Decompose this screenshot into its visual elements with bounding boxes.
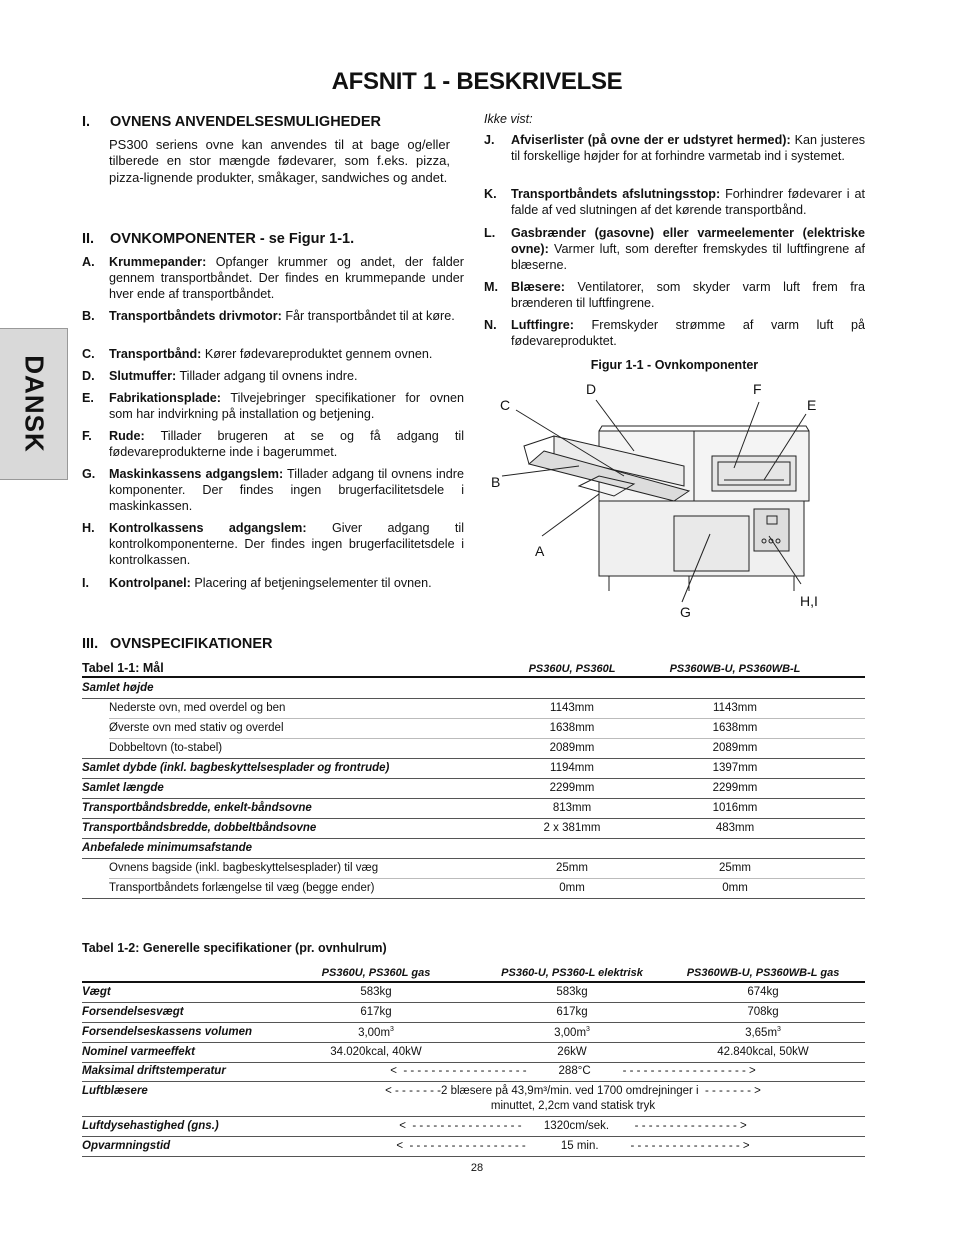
component-text: Giver adgang til kontrolkomponenterne. Der findes ingen brugerfacilitetsdele i kontrolkassen. xyxy=(109,521,464,567)
component-letter: N. xyxy=(484,318,497,332)
component-term: Fabrikationsplade: xyxy=(109,391,221,405)
row-value: 1016mm xyxy=(712,802,758,814)
component-term: Transportbåndets afslutningsstop: xyxy=(511,187,721,201)
table-2-col-header: PS360WB-U, PS360WB-L gas xyxy=(686,967,840,979)
section-1-number: I. xyxy=(82,114,91,130)
figure-label-c: C xyxy=(500,397,511,413)
row-label: Forsendelseskassens volumen xyxy=(82,1026,253,1038)
row-value: 483mm xyxy=(715,822,755,834)
row-value: 2 x 381mm xyxy=(543,822,601,834)
row-label: Nominel varmeeffekt xyxy=(82,1046,195,1058)
row-label: Transportbåndsbredde, enkelt-båndsovne xyxy=(82,802,312,814)
row-divider xyxy=(82,838,865,839)
row-value xyxy=(300,1026,452,1039)
component-description xyxy=(109,576,464,592)
figure-caption: Figur 1-1 - Ovnkomponenter xyxy=(590,358,759,372)
section-2-heading xyxy=(82,231,354,247)
table-2-col-header: PS360U, PS360L gas xyxy=(321,967,431,979)
row-value: 1143mm xyxy=(713,702,757,714)
component-term: Maskinkassens adgangslem: xyxy=(109,467,284,481)
component-description xyxy=(109,467,464,514)
component-letter: B. xyxy=(82,309,95,323)
section-1-text: PS300 seriens ovne kan anvendes til at bage og/eller tilberede en stor mængde fødevarer, som f.eks. pizza, pizza-lignende produkter, småkager, sandwiches og andet. xyxy=(109,137,450,185)
component-letter: F. xyxy=(82,429,92,443)
row-value: 1397mm xyxy=(712,762,758,774)
row-value-text: 34.020kcal, 40kW xyxy=(330,1046,422,1058)
row-value xyxy=(484,986,660,998)
component-item xyxy=(82,391,464,423)
not-shown-label: Ikke vist: xyxy=(484,112,533,126)
row-value-text: 583kg xyxy=(360,986,392,998)
component-item xyxy=(484,280,865,312)
table-1-col-header: PS360WB-U, PS360WB-L xyxy=(669,663,801,675)
component-letter: C. xyxy=(82,347,95,361)
row-divider xyxy=(82,1042,865,1043)
component-letter: A. xyxy=(82,255,95,269)
superscript: 3 xyxy=(390,1026,394,1033)
row-value-text: 42.840kcal, 50kW xyxy=(717,1046,809,1058)
row-divider xyxy=(82,858,865,859)
row-value: 2089mm xyxy=(712,742,758,754)
component-term: Rude: xyxy=(109,429,145,443)
component-description xyxy=(109,255,464,302)
component-letter: K. xyxy=(484,187,497,201)
row-value: 1194mm xyxy=(550,762,594,774)
component-text: Tillader brugeren at se og få adgang til fødevareprodukterne inde i bagerummet. xyxy=(109,429,464,459)
row-divider xyxy=(109,738,865,739)
row-value: minuttet, 2,2cm vand statisk tryk xyxy=(490,1100,656,1112)
language-tab-label: DANSK xyxy=(19,355,49,453)
figure-label-hi: H,I xyxy=(800,593,818,609)
component-text: Forhindrer fødevarer i at falde af ved slutningen af det kørende transportbånd. xyxy=(511,187,865,217)
component-letter: J. xyxy=(484,133,495,147)
page-number: 28 xyxy=(470,1162,484,1174)
row-value: 2299mm xyxy=(712,782,758,794)
row-divider xyxy=(82,1002,865,1003)
row-divider xyxy=(82,758,865,759)
component-description xyxy=(511,187,865,219)
component-description xyxy=(511,226,865,273)
row-value-text: 3,00m xyxy=(554,1026,587,1039)
row-value: 1143mm xyxy=(550,702,594,714)
component-text: Opfanger krummer og andet, der falder gennem transportbåndet. Der findes en krummepande under hver ende af transportbåndet. xyxy=(109,255,464,301)
row-value xyxy=(300,1046,452,1058)
component-description xyxy=(109,521,464,568)
oven-illustration xyxy=(484,376,865,626)
table-1-top-rule xyxy=(82,676,865,678)
row-label: Maksimal driftstemperatur xyxy=(82,1065,226,1077)
row-divider xyxy=(82,1156,865,1157)
row-value xyxy=(668,1006,858,1018)
row-label: Dobbeltovn (to-stabel) xyxy=(109,742,223,754)
component-item xyxy=(484,187,865,219)
component-description xyxy=(109,391,464,423)
row-label: Vægt xyxy=(82,986,111,998)
component-text: Kan justeres til forskellige højder for at forhindre varmetab ind i systemet. xyxy=(511,133,865,163)
row-value: 25mm xyxy=(556,862,588,874)
row-value-text: 3,00m xyxy=(358,1026,391,1039)
component-item xyxy=(82,429,464,461)
figure-label-b: B xyxy=(491,474,501,490)
component-letter: G. xyxy=(82,467,96,481)
section-3-heading xyxy=(82,636,272,652)
component-item xyxy=(82,467,464,514)
component-letter: L. xyxy=(484,226,496,240)
row-label: Øverste ovn med stativ og overdel xyxy=(109,722,284,734)
component-item xyxy=(484,133,865,165)
row-value-text: 3,65m xyxy=(745,1026,778,1039)
component-letter: I. xyxy=(82,576,89,590)
row-divider xyxy=(82,818,865,819)
component-item xyxy=(82,521,464,568)
row-value xyxy=(484,1046,660,1058)
row-divider xyxy=(82,898,865,899)
row-label: Transportbåndets forlængelse til væg (begge ender) xyxy=(109,882,375,894)
row-value xyxy=(484,1026,660,1039)
row-value: 2299mm xyxy=(549,782,595,794)
row-label: Nederste ovn, med overdel og ben xyxy=(109,702,286,714)
language-tab xyxy=(0,328,68,480)
row-value: 1638mm xyxy=(549,722,595,734)
table-1-caption: Tabel 1-1: Mål xyxy=(82,661,164,675)
component-term: Transportbånd: xyxy=(109,347,202,361)
component-description xyxy=(511,280,865,312)
figure-label-e: E xyxy=(807,397,817,413)
row-value xyxy=(668,1046,858,1058)
figure-label-f: F xyxy=(753,381,762,397)
component-letter: D. xyxy=(82,369,95,383)
row-value xyxy=(668,986,858,998)
component-text: Varmer luft, som derefter fremskydes til luftfingrene af blæserne. xyxy=(511,241,865,272)
row-value xyxy=(300,986,452,998)
component-text: Kører fødevareproduktet gennem ovnen. xyxy=(201,347,433,361)
superscript: 3 xyxy=(777,1026,781,1033)
component-item xyxy=(82,576,464,592)
table-2-top-rule xyxy=(82,981,865,983)
row-value xyxy=(300,1006,452,1018)
figure-label-g: G xyxy=(680,604,691,620)
component-text: Tilvejebringer specifikationer for ovnen som har indvirkning på installation og betjening. xyxy=(109,391,464,421)
component-text: Får transportbåndet til at køre. xyxy=(281,309,455,323)
row-value: < - - - - - - -2 blæsere på 43,9m³/min. ved 1700 omdrejninger i - - - - - - - > xyxy=(385,1085,761,1097)
row-divider xyxy=(82,1022,865,1023)
row-label: Ovnens bagside (inkl. bagbeskyttelsesplader) til væg xyxy=(109,862,379,874)
section-3-title: OVNSPECIFIKATIONER xyxy=(110,636,273,652)
row-label: Samlet længde xyxy=(82,782,164,794)
component-text: Tillader adgang til ovnens indre komponenter. Der findes ingen brugerfacilitetsdele i maskinkassen. xyxy=(109,467,464,513)
row-value: < - - - - - - - - - - - - - - - - - - 288°C - - - - - - - - - - - - - - - - - - > xyxy=(390,1065,756,1077)
row-divider xyxy=(82,1062,865,1063)
row-label: Opvarmningstid xyxy=(82,1140,171,1152)
section-3-number: III. xyxy=(82,636,99,652)
row-divider xyxy=(82,1136,865,1137)
component-item xyxy=(82,255,464,302)
component-description xyxy=(109,369,464,385)
row-value: 2089mm xyxy=(549,742,595,754)
component-letter: H. xyxy=(82,521,95,535)
component-item xyxy=(484,318,865,350)
page-title: AFSNIT 1 - BESKRIVELSE xyxy=(331,68,623,95)
row-divider xyxy=(82,798,865,799)
row-label: Luftdysehastighed (gns.) xyxy=(82,1120,219,1132)
table-1-col-header: PS360U, PS360L xyxy=(528,663,616,675)
row-label: Luftblæsere xyxy=(82,1085,148,1097)
row-divider xyxy=(82,778,865,779)
component-term: Gasbrænder (gasovne) eller varmeelementer (elektriske ovne): xyxy=(511,226,865,256)
component-term: Luftfingre: xyxy=(511,318,574,332)
component-description xyxy=(109,429,464,461)
row-label: Samlet dybde (inkl. bagbeskyttelsesplader og frontrude) xyxy=(82,762,390,774)
row-value-text: 617kg xyxy=(556,1006,588,1018)
row-value-text: 617kg xyxy=(360,1006,392,1018)
row-divider xyxy=(109,878,865,879)
component-item xyxy=(82,347,464,363)
row-value: < - - - - - - - - - - - - - - - - 1320cm/sek. - - - - - - - - - - - - - - - > xyxy=(399,1120,747,1132)
component-term: Transportbåndets drivmotor: xyxy=(109,309,282,323)
row-value-text: 708kg xyxy=(747,1006,779,1018)
component-item xyxy=(484,226,865,273)
row-label: Samlet højde xyxy=(82,682,154,694)
component-text: Fremskyder strømme af varm luft på fødevareproduktet. xyxy=(511,318,865,348)
figure-label-d: D xyxy=(586,381,597,397)
row-label: Transportbåndsbredde, dobbeltbåndsovne xyxy=(82,822,317,834)
component-description xyxy=(109,347,464,363)
row-divider xyxy=(82,1081,865,1082)
row-value: 0mm xyxy=(722,882,748,894)
figure-label-a: A xyxy=(535,543,545,559)
row-value: 813mm xyxy=(552,802,592,814)
row-value-text: 583kg xyxy=(556,986,588,998)
component-text: Placering af betjeningselementer til ovnen. xyxy=(190,576,432,590)
component-letter: M. xyxy=(484,280,498,294)
section-1-title: OVNENS ANVENDELSESMULIGHEDER xyxy=(110,114,381,130)
component-item xyxy=(82,309,464,325)
component-description xyxy=(511,318,865,350)
component-term: Kontrolkassens adgangslem: xyxy=(109,521,307,535)
component-term: Blæsere: xyxy=(511,280,565,294)
table-2-col-header: PS360-U, PS360-L elektrisk xyxy=(501,967,643,979)
row-value: 25mm xyxy=(719,862,751,874)
component-description xyxy=(109,309,464,325)
component-item xyxy=(82,369,464,385)
component-term: Krummepander: xyxy=(109,255,207,269)
row-value-text: 26kW xyxy=(557,1046,587,1058)
component-text: Tillader adgang til ovnens indre. xyxy=(176,369,358,383)
component-letter: E. xyxy=(82,391,94,405)
table-2-caption: Tabel 1-2: Generelle specifikationer (pr. ovnhulrum) xyxy=(82,941,387,955)
component-term: Slutmuffer: xyxy=(109,369,177,383)
row-value xyxy=(668,1026,858,1039)
row-label: Anbefalede minimumsafstande xyxy=(82,842,252,854)
section-2-number: II. xyxy=(82,231,95,247)
component-term: Afviserlister (på ovne der er udstyret hermed): xyxy=(511,133,791,147)
component-term: Kontrolpanel: xyxy=(109,576,191,590)
component-text: Ventilatorer, som skyder varm luft frem fra brænderen til luftfingrene. xyxy=(511,280,865,310)
row-value xyxy=(484,1006,660,1018)
superscript: 3 xyxy=(586,1026,590,1033)
row-divider xyxy=(109,718,865,719)
row-value: 0mm xyxy=(559,882,585,894)
row-value-text: 674kg xyxy=(747,986,779,998)
row-divider xyxy=(82,1116,865,1117)
component-description xyxy=(511,133,865,165)
section-1-heading xyxy=(82,114,381,130)
section-2-title: OVNKOMPONENTER - se Figur 1-1. xyxy=(110,231,355,247)
row-divider xyxy=(82,698,865,699)
row-label: Forsendelsesvægt xyxy=(82,1006,184,1018)
row-value: 1638mm xyxy=(712,722,758,734)
row-value: < - - - - - - - - - - - - - - - - - 15 min. - - - - - - - - - - - - - - - - > xyxy=(396,1140,750,1152)
